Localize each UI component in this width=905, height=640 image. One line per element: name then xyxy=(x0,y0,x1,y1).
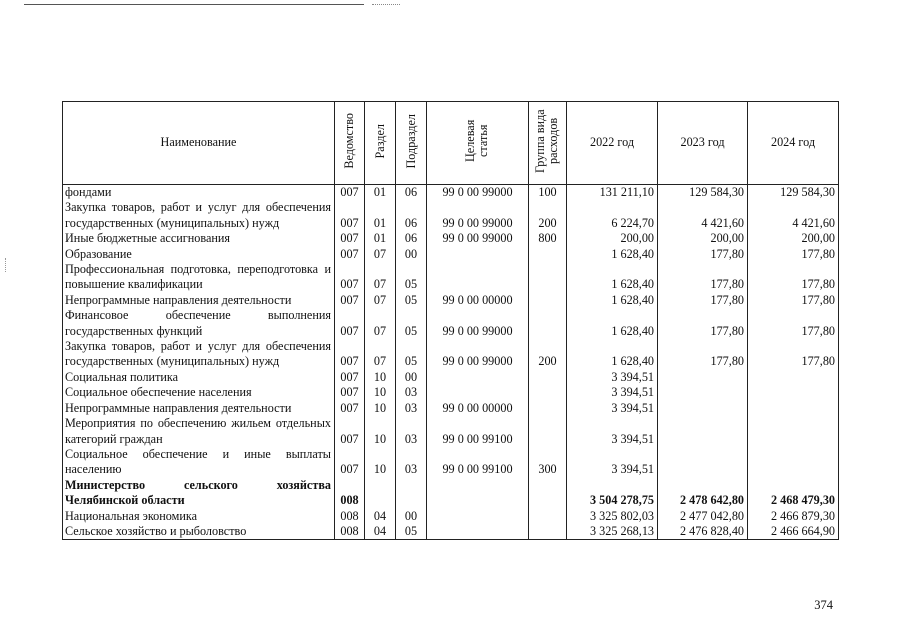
row-2023: 200,00 xyxy=(658,231,748,246)
row-2022: 3 325 268,13 xyxy=(567,524,658,540)
row-podrazdel: 03 xyxy=(396,401,427,416)
row-target xyxy=(427,478,529,509)
row-2023 xyxy=(658,416,748,447)
table-row xyxy=(63,231,839,246)
row-2022: 3 394,51 xyxy=(567,401,658,416)
row-2022: 1 628,40 xyxy=(567,262,658,293)
row-name: Непрограммные направления деятельности xyxy=(63,401,335,416)
row-target: 99 0 00 99000 xyxy=(427,339,529,370)
table-row xyxy=(63,200,839,231)
row-razdel: 04 xyxy=(365,509,396,524)
row-2022: 1 628,40 xyxy=(567,247,658,262)
header-dots xyxy=(372,4,400,6)
row-ved: 007 xyxy=(335,308,365,339)
row-name: Иные бюджетные ассигнования xyxy=(63,231,335,246)
row-group xyxy=(529,509,567,524)
row-group: 300 xyxy=(529,447,567,478)
row-name: Мероприятия по обеспечению жильем отдельных категорий граждан xyxy=(63,416,335,447)
row-podrazdel: 03 xyxy=(396,385,427,400)
row-group xyxy=(529,308,567,339)
row-2023: 177,80 xyxy=(658,262,748,293)
row-name: Министерство сельского хозяйства Челябинской области xyxy=(63,478,335,509)
table-row xyxy=(63,416,839,447)
row-target xyxy=(427,524,529,540)
row-group xyxy=(529,293,567,308)
row-target: 99 0 00 99000 xyxy=(427,308,529,339)
row-2022: 1 628,40 xyxy=(567,339,658,370)
header-razdel: Раздел xyxy=(365,102,396,185)
row-razdel: 04 xyxy=(365,524,396,540)
row-group: 800 xyxy=(529,231,567,246)
table-row xyxy=(63,509,839,524)
row-group xyxy=(529,401,567,416)
row-podrazdel: 06 xyxy=(396,231,427,246)
row-2023: 4 421,60 xyxy=(658,200,748,231)
row-2022: 131 211,10 xyxy=(567,185,658,201)
row-razdel: 10 xyxy=(365,401,396,416)
row-razdel: 10 xyxy=(365,370,396,385)
table-row xyxy=(63,401,839,416)
row-name: Социальная политика xyxy=(63,370,335,385)
table-row xyxy=(63,524,839,540)
row-name: Закупка товаров, работ и услуг для обеспечения государственных (муниципальных) нужд xyxy=(63,339,335,370)
header-target: Целевая статья xyxy=(427,102,529,185)
row-2023: 2 476 828,40 xyxy=(658,524,748,540)
table-row xyxy=(63,447,839,478)
row-target xyxy=(427,385,529,400)
row-name: Профессиональная подготовка, переподготовка и повышение квалификации xyxy=(63,262,335,293)
row-name: Финансовое обеспечение выполнения государственных функций xyxy=(63,308,335,339)
header-ved: Ведомство xyxy=(335,102,365,185)
row-razdel: 01 xyxy=(365,185,396,201)
row-2024: 177,80 xyxy=(748,293,839,308)
row-2024: 177,80 xyxy=(748,247,839,262)
row-target xyxy=(427,370,529,385)
row-group xyxy=(529,385,567,400)
row-2022: 3 325 802,03 xyxy=(567,509,658,524)
row-ved: 007 xyxy=(335,339,365,370)
row-ved: 007 xyxy=(335,401,365,416)
row-ved: 007 xyxy=(335,447,365,478)
row-target: 99 0 00 99100 xyxy=(427,416,529,447)
row-name: Сельское хозяйство и рыболовство xyxy=(63,524,335,540)
table-row xyxy=(63,385,839,400)
row-target: 99 0 00 00000 xyxy=(427,293,529,308)
row-group xyxy=(529,370,567,385)
row-name: Непрограммные направления деятельности xyxy=(63,293,335,308)
margin-mark xyxy=(5,258,8,272)
row-2023 xyxy=(658,447,748,478)
table-row xyxy=(63,293,839,308)
header-name: Наименование xyxy=(63,102,335,185)
row-name: Образование xyxy=(63,247,335,262)
row-2023 xyxy=(658,370,748,385)
row-2024: 2 466 879,30 xyxy=(748,509,839,524)
budget-table xyxy=(62,101,839,540)
row-target: 99 0 00 99000 xyxy=(427,231,529,246)
row-name: Закупка товаров, работ и услуг для обеспечения государственных (муниципальных) нужд xyxy=(63,200,335,231)
row-2022: 200,00 xyxy=(567,231,658,246)
row-podrazdel: 05 xyxy=(396,524,427,540)
row-name: Социальное обеспечение населения xyxy=(63,385,335,400)
row-2022: 3 394,51 xyxy=(567,447,658,478)
row-ved: 007 xyxy=(335,247,365,262)
row-group xyxy=(529,247,567,262)
row-target xyxy=(427,509,529,524)
row-group xyxy=(529,262,567,293)
row-2023: 177,80 xyxy=(658,339,748,370)
row-target: 99 0 00 00000 xyxy=(427,401,529,416)
row-podrazdel: 05 xyxy=(396,308,427,339)
row-group xyxy=(529,524,567,540)
row-podrazdel: 05 xyxy=(396,293,427,308)
row-razdel: 01 xyxy=(365,231,396,246)
row-2023: 2 477 042,80 xyxy=(658,509,748,524)
row-ved: 007 xyxy=(335,293,365,308)
page-number: 374 xyxy=(814,598,833,612)
row-name: фондами xyxy=(63,185,335,201)
row-2024 xyxy=(748,385,839,400)
row-ved: 007 xyxy=(335,262,365,293)
row-group: 200 xyxy=(529,200,567,231)
row-2023: 177,80 xyxy=(658,247,748,262)
row-2022: 3 394,51 xyxy=(567,416,658,447)
row-2024 xyxy=(748,401,839,416)
row-2023 xyxy=(658,385,748,400)
header-rule xyxy=(24,4,364,5)
row-razdel: 10 xyxy=(365,385,396,400)
row-2024: 177,80 xyxy=(748,339,839,370)
table-row xyxy=(63,370,839,385)
row-2024: 129 584,30 xyxy=(748,185,839,201)
row-2024 xyxy=(748,370,839,385)
row-group: 100 xyxy=(529,185,567,201)
row-ved: 008 xyxy=(335,524,365,540)
row-group xyxy=(529,416,567,447)
header-group: Группа вида расходов xyxy=(529,102,567,185)
row-razdel: 10 xyxy=(365,416,396,447)
row-group: 200 xyxy=(529,339,567,370)
row-podrazdel: 05 xyxy=(396,262,427,293)
table-row xyxy=(63,262,839,293)
row-podrazdel: 05 xyxy=(396,339,427,370)
row-2023: 129 584,30 xyxy=(658,185,748,201)
header-2022: 2022 год xyxy=(567,102,658,185)
row-razdel: 10 xyxy=(365,447,396,478)
row-podrazdel: 00 xyxy=(396,247,427,262)
table-row xyxy=(63,247,839,262)
row-2024: 177,80 xyxy=(748,262,839,293)
row-2023: 2 478 642,80 xyxy=(658,478,748,509)
header-podrazdel: Подраздел xyxy=(396,102,427,185)
row-2023: 177,80 xyxy=(658,308,748,339)
row-razdel: 07 xyxy=(365,339,396,370)
row-2023: 177,80 xyxy=(658,293,748,308)
row-razdel xyxy=(365,478,396,509)
row-podrazdel: 06 xyxy=(396,200,427,231)
row-razdel: 07 xyxy=(365,262,396,293)
row-2024: 200,00 xyxy=(748,231,839,246)
row-ved: 007 xyxy=(335,185,365,201)
row-2022: 6 224,70 xyxy=(567,200,658,231)
row-2022: 3 394,51 xyxy=(567,370,658,385)
table-row xyxy=(63,185,839,201)
table-header-row xyxy=(63,102,839,185)
row-2022: 3 504 278,75 xyxy=(567,478,658,509)
row-2024 xyxy=(748,447,839,478)
row-ved: 007 xyxy=(335,385,365,400)
row-razdel: 01 xyxy=(365,200,396,231)
table-row xyxy=(63,339,839,370)
row-2022: 1 628,40 xyxy=(567,293,658,308)
row-2024: 2 466 664,90 xyxy=(748,524,839,540)
row-target: 99 0 00 99100 xyxy=(427,447,529,478)
row-2024: 2 468 479,30 xyxy=(748,478,839,509)
row-ved: 007 xyxy=(335,231,365,246)
row-podrazdel: 03 xyxy=(396,416,427,447)
row-ved: 007 xyxy=(335,200,365,231)
row-2022: 1 628,40 xyxy=(567,308,658,339)
row-2024: 177,80 xyxy=(748,308,839,339)
table-body xyxy=(63,185,839,540)
row-razdel: 07 xyxy=(365,293,396,308)
row-group xyxy=(529,478,567,509)
row-2024 xyxy=(748,416,839,447)
row-razdel: 07 xyxy=(365,247,396,262)
row-name: Национальная экономика xyxy=(63,509,335,524)
row-target xyxy=(427,262,529,293)
table-row xyxy=(63,478,839,509)
row-target: 99 0 00 99000 xyxy=(427,200,529,231)
row-podrazdel: 06 xyxy=(396,185,427,201)
row-2024: 4 421,60 xyxy=(748,200,839,231)
header-2023: 2023 год xyxy=(658,102,748,185)
row-podrazdel xyxy=(396,478,427,509)
table-row xyxy=(63,308,839,339)
row-name: Социальное обеспечение и иные выплаты населению xyxy=(63,447,335,478)
row-ved: 008 xyxy=(335,509,365,524)
row-target: 99 0 00 99000 xyxy=(427,185,529,201)
row-podrazdel: 00 xyxy=(396,509,427,524)
row-razdel: 07 xyxy=(365,308,396,339)
row-target xyxy=(427,247,529,262)
row-2023 xyxy=(658,401,748,416)
row-podrazdel: 00 xyxy=(396,370,427,385)
row-podrazdel: 03 xyxy=(396,447,427,478)
row-ved: 008 xyxy=(335,478,365,509)
row-2022: 3 394,51 xyxy=(567,385,658,400)
row-ved: 007 xyxy=(335,416,365,447)
header-2024: 2024 год xyxy=(748,102,839,185)
row-ved: 007 xyxy=(335,370,365,385)
